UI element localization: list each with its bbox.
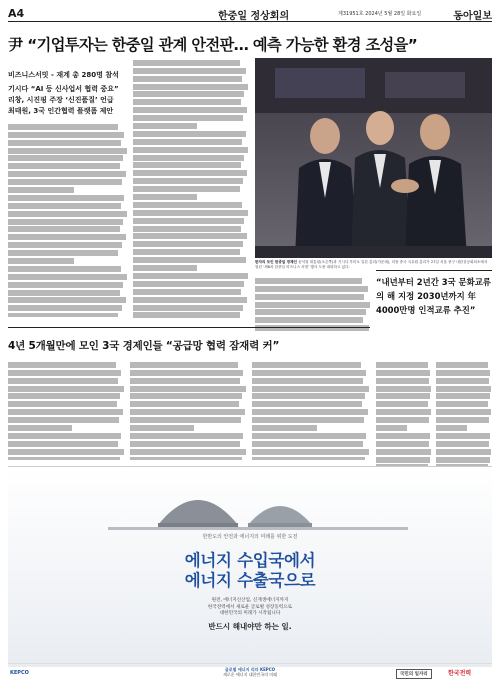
text-line <box>133 76 242 82</box>
text-line <box>133 257 246 263</box>
sub-line: 리창, 시진핑 주장 ‘신진품질’ 언급 <box>8 96 114 104</box>
text-line <box>255 309 366 315</box>
text-line <box>8 274 127 280</box>
text-line <box>8 362 116 368</box>
text-line <box>252 409 368 415</box>
text-line <box>252 378 363 384</box>
text-line <box>252 433 366 439</box>
text-line <box>8 234 126 240</box>
text-line <box>133 202 242 208</box>
text-line <box>133 155 244 161</box>
text-line <box>436 417 489 423</box>
text-line <box>133 186 240 192</box>
text-line <box>130 362 238 368</box>
article-body-column <box>130 360 247 460</box>
ad-description <box>8 598 492 618</box>
text-line <box>133 68 246 74</box>
text-line <box>252 457 365 460</box>
divider <box>8 327 370 328</box>
text-line <box>133 241 243 247</box>
sub-line: 기시다 “AI 등 신사업서 협력 중요” <box>8 85 119 93</box>
text-line <box>133 265 197 271</box>
text-line <box>8 386 124 392</box>
text-line <box>8 266 121 272</box>
ad-headline-line: 에너지 수출국으로 <box>184 571 316 590</box>
text-line <box>133 170 247 176</box>
paper-name: 동아일보 <box>453 11 492 22</box>
jobs-logo: 국민의 일자리 <box>396 669 432 679</box>
text-line <box>8 140 121 146</box>
text-line <box>8 401 117 407</box>
text-line <box>252 441 363 447</box>
text-line <box>255 317 363 323</box>
text-line <box>130 370 243 376</box>
text-line <box>376 441 429 447</box>
text-line <box>8 409 123 415</box>
article-body-column <box>8 360 125 460</box>
text-line <box>133 162 241 168</box>
text-line <box>255 286 368 292</box>
text-line <box>8 250 118 256</box>
text-line <box>436 370 490 376</box>
article-body-column <box>133 58 249 318</box>
masthead <box>8 6 492 22</box>
text-line <box>130 441 240 447</box>
text-line <box>436 425 467 431</box>
text-line <box>436 378 489 384</box>
article-body-column <box>252 360 370 460</box>
text-line <box>255 278 362 284</box>
text-line <box>8 124 118 130</box>
ad-desc-line: 한국전력에서 새로운 글로벌 성장동력으로 <box>207 604 293 610</box>
text-line <box>8 393 120 399</box>
text-line <box>8 305 122 311</box>
text-line <box>8 282 123 288</box>
text-line <box>133 99 241 105</box>
text-line <box>8 171 126 177</box>
ad-desc-line: 원전, 에너지신산업, 신재생에너지까지 <box>211 598 289 603</box>
text-line <box>436 433 490 439</box>
text-line <box>133 60 240 66</box>
text-line <box>133 273 248 279</box>
text-line <box>436 449 491 455</box>
text-line <box>436 386 491 392</box>
text-line <box>130 393 242 399</box>
text-line <box>376 378 429 384</box>
text-line <box>133 297 247 303</box>
text-line <box>133 305 243 311</box>
text-line <box>8 211 127 217</box>
text-line <box>252 425 317 431</box>
text-line <box>130 417 241 423</box>
second-headline: 4년 5개월만에 모인 3국 경제인들 “공급망 협력 잠재력 커” <box>8 340 280 352</box>
text-line <box>8 258 74 264</box>
ad-headline <box>8 551 492 591</box>
photo-caption-title: 한자리 모인 한중일 경제인 <box>255 260 297 264</box>
text-line <box>8 155 123 161</box>
text-line <box>252 370 366 376</box>
text-line <box>255 302 370 308</box>
text-line <box>133 139 242 145</box>
text-line <box>252 449 369 455</box>
photo-caption-text: 윤석열 대통령(오른쪽)과 기시다 후미오 일본 총리(가운데), 리창 중국 국무원 총리가 27일 서울 중구 대한상공회의소에서 열린 ‘제8차 한중일 비즈니스 서밋’ 행사 도중 대화하고 있다. <box>255 260 488 269</box>
text-line <box>376 417 429 423</box>
text-line <box>376 449 431 455</box>
text-line <box>252 417 364 423</box>
text-line <box>8 417 119 423</box>
text-line <box>436 441 489 447</box>
text-line <box>436 401 488 407</box>
text-line <box>133 84 248 90</box>
text-line <box>133 289 241 295</box>
text-line <box>8 449 124 455</box>
text-line <box>8 226 120 232</box>
text-line <box>133 194 197 200</box>
photo-caption <box>255 260 492 270</box>
ad-headline-line: 에너지 수입국에서 <box>184 551 316 570</box>
text-line <box>376 370 430 376</box>
side-headline: “내년부터 2년간 3국 문화교류의 해 지정 2030년까지 年 4000만명 인적교류 추진” <box>376 277 491 315</box>
summit-photo <box>255 58 492 258</box>
text-line <box>133 147 248 153</box>
text-line <box>130 425 194 431</box>
text-line <box>8 425 72 431</box>
text-line <box>252 401 362 407</box>
text-line <box>133 115 243 121</box>
text-line <box>8 219 123 225</box>
sub-line: 최태원, 3국 인간협력 플랫폼 제안 <box>8 107 114 115</box>
text-line <box>133 123 197 129</box>
text-line <box>436 362 488 368</box>
text-line <box>133 249 240 255</box>
ad-footer-sub: 새로운 에너지 대한민국의 미래 <box>222 672 278 677</box>
text-line <box>130 378 240 384</box>
text-line <box>376 409 431 415</box>
text-line <box>130 449 246 455</box>
text-line <box>133 107 247 113</box>
text-line <box>8 187 74 193</box>
text-line <box>376 393 430 399</box>
text-line <box>130 409 245 415</box>
kepco-brand-logo: 한국전력 <box>448 670 472 677</box>
kepco-advertisement <box>8 466 492 681</box>
text-line <box>255 294 364 300</box>
page-number: A4 <box>8 7 25 20</box>
text-line <box>252 386 369 392</box>
text-line <box>436 393 490 399</box>
text-line <box>8 297 126 303</box>
sub-tag: 비즈니스서밋 - 재계 총 280명 참석 <box>8 71 119 79</box>
text-line <box>376 457 430 463</box>
ad-desc-line: 대한민국의 미래가 시작됩니다 <box>219 611 281 616</box>
article-body-column <box>8 122 128 317</box>
text-line <box>376 386 431 392</box>
ad-footer-title: 글로벌 에너지 리더 KEPCO <box>224 667 276 672</box>
section-title: 한중일 정상회의 <box>218 11 290 22</box>
text-line <box>133 210 248 216</box>
text-line <box>133 312 240 318</box>
text-line <box>8 441 118 447</box>
ad-caption: 한반도의 안전과 에너지의 미래를 위한 도전 <box>202 534 298 540</box>
ad-footer-center <box>188 667 312 677</box>
text-line <box>133 233 247 239</box>
text-line <box>130 457 242 460</box>
text-line <box>8 313 118 317</box>
text-line <box>8 163 120 169</box>
text-line <box>133 91 244 97</box>
text-line <box>376 425 407 431</box>
issue-info: 제31951호 2024년 5월 28일 화요일 <box>338 11 422 17</box>
text-line <box>133 226 241 232</box>
text-line <box>133 131 246 137</box>
text-line <box>133 178 243 184</box>
ad-footer <box>8 663 492 681</box>
article-body-column <box>255 276 371 332</box>
text-line <box>252 362 361 368</box>
text-line <box>376 362 428 368</box>
text-line <box>130 401 239 407</box>
text-line <box>436 457 490 463</box>
text-line <box>8 457 120 460</box>
main-headline: 尹 “기업투자는 한중일 관계 안전판… 예측 가능한 환경 조성을” <box>8 36 418 54</box>
kepco-logo: KEPCO <box>10 670 29 676</box>
text-line <box>8 370 121 376</box>
text-line <box>130 433 243 439</box>
divider <box>376 270 492 271</box>
text-line <box>252 393 365 399</box>
text-line <box>8 132 124 138</box>
sub-headline-block <box>8 70 128 117</box>
text-line <box>8 195 124 201</box>
text-line <box>376 433 430 439</box>
text-line <box>8 148 127 154</box>
text-line <box>8 433 121 439</box>
text-line <box>8 290 120 296</box>
text-line <box>8 242 122 248</box>
photo-illustration <box>255 58 492 258</box>
text-line <box>376 401 428 407</box>
ad-slogan: 반드시 해내야만 하는 일. <box>208 622 292 631</box>
text-line <box>8 378 118 384</box>
text-line <box>436 409 491 415</box>
text-line <box>133 218 244 224</box>
text-line <box>8 203 121 209</box>
text-line <box>8 179 122 185</box>
text-line <box>130 386 246 392</box>
text-line <box>133 281 244 287</box>
